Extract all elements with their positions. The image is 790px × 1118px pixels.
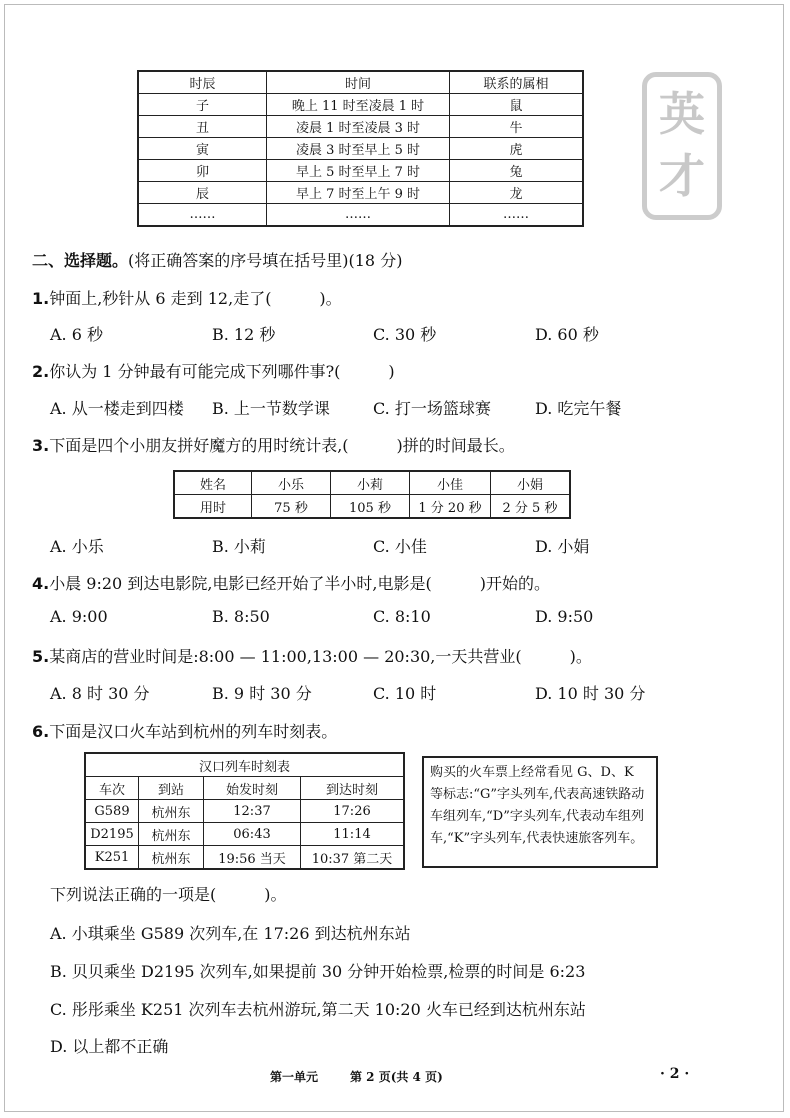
table-cell: 10:37 第二天	[301, 846, 405, 870]
table-cell: 小娟	[491, 471, 571, 495]
option-d[interactable]: D. 吃完午餐	[535, 399, 622, 418]
table-cell: 75 秒	[252, 495, 331, 519]
table-cell: G589	[85, 800, 139, 823]
table-row	[85, 823, 404, 846]
table-cell: 105 秒	[331, 495, 410, 519]
option-c[interactable]: C. 打一场篮球赛	[373, 399, 491, 418]
table-cell: 11:14	[301, 823, 405, 846]
column-header: 车次	[85, 777, 139, 800]
table-cell: 晚上 11 时至凌晨 1 时	[267, 94, 450, 116]
train-timetable	[84, 752, 405, 870]
table-row	[85, 846, 404, 870]
table-cell: ……	[138, 204, 267, 227]
section-instruction: (将正确答案的序号填在括号里)(18 分)	[128, 251, 403, 270]
option-b[interactable]: B. 12 秒	[212, 325, 276, 344]
table-cell: 凌晨 1 时至凌晨 3 时	[267, 116, 450, 138]
table-cell: 早上 7 时至上午 9 时	[267, 182, 450, 204]
table-row	[138, 116, 583, 138]
table-cell: K251	[85, 846, 139, 870]
column-header: 始发时刻	[204, 777, 301, 800]
question-number: 1.	[32, 289, 50, 308]
table-cell: D2195	[85, 823, 139, 846]
option-a[interactable]: A. 9:00	[50, 607, 108, 626]
question-number: 2.	[32, 362, 50, 381]
table-cell: 兔	[450, 160, 584, 182]
column-header: 时间	[267, 71, 450, 94]
option-a[interactable]: A. 6 秒	[50, 325, 103, 344]
option-a[interactable]: A. 小乐	[50, 537, 104, 556]
question-3	[32, 433, 515, 456]
question-6	[32, 719, 337, 742]
table-row	[138, 182, 583, 204]
page-number: · 2 ·	[660, 1066, 690, 1082]
option-d[interactable]: D. 10 时 30 分	[535, 684, 646, 703]
table-cell: 辰	[138, 182, 267, 204]
option-a[interactable]: A. 小琪乘坐 G589 次列车,在 17:26 到达杭州东站	[50, 924, 411, 943]
section-title: 二、选择题。	[32, 251, 129, 270]
q6-prompt: 下列说法正确的一项是( )。	[50, 885, 287, 904]
option-b[interactable]: B. 9 时 30 分	[212, 684, 312, 703]
option-b[interactable]: B. 小莉	[212, 537, 266, 556]
table-cell: 凌晨 3 时至早上 5 时	[267, 138, 450, 160]
question-text: 钟面上,秒针从 6 走到 12,走了( )。	[49, 289, 342, 308]
option-a[interactable]: A. 8 时 30 分	[50, 684, 150, 703]
question-number: 6.	[32, 722, 50, 741]
option-d[interactable]: D. 60 秒	[535, 325, 599, 344]
option-c[interactable]: C. 小佳	[373, 537, 427, 556]
option-c[interactable]: C. 8:10	[373, 607, 431, 626]
question-4	[32, 571, 550, 594]
table-cell: 杭州东	[139, 823, 204, 846]
table-cell: 龙	[450, 182, 584, 204]
option-c[interactable]: C. 30 秒	[373, 325, 437, 344]
option-d[interactable]: D. 以上都不正确	[50, 1037, 169, 1056]
table-row	[138, 94, 583, 116]
table-cell: 12:37	[204, 800, 301, 823]
question-text: 小晨 9:20 到达电影院,电影已经开始了半小时,电影是( )开始的。	[49, 574, 550, 593]
table-cell: 丑	[138, 116, 267, 138]
table-cell: 卯	[138, 160, 267, 182]
table-cell: 姓名	[174, 471, 252, 495]
column-header: 联系的属相	[450, 71, 584, 94]
table-header-row	[138, 71, 583, 94]
table-title-row	[85, 753, 404, 777]
table-row	[174, 495, 570, 519]
table-cell: 小莉	[331, 471, 410, 495]
table-cell: 2 分 5 秒	[491, 495, 571, 519]
table-row	[174, 471, 570, 495]
stamp-seal: 英才	[642, 72, 722, 220]
table-cell: 鼠	[450, 94, 584, 116]
table-cell: 寅	[138, 138, 267, 160]
rubik-time-table	[173, 470, 571, 519]
table-cell: 杭州东	[139, 846, 204, 870]
option-b[interactable]: B. 上一节数学课	[212, 399, 330, 418]
table-header-row	[85, 777, 404, 800]
table-row	[138, 160, 583, 182]
question-1	[32, 286, 342, 309]
table-cell: 子	[138, 94, 267, 116]
question-2	[32, 359, 395, 382]
table-cell: 用时	[174, 495, 252, 519]
footer-unit: 第一单元	[270, 1070, 319, 1084]
table-cell: ……	[267, 204, 450, 227]
table-cell: 17:26	[301, 800, 405, 823]
table-row	[138, 204, 583, 227]
table-cell: 19:56 当天	[204, 846, 301, 870]
option-b[interactable]: B. 8:50	[212, 607, 270, 626]
option-b[interactable]: B. 贝贝乘坐 D2195 次列车,如果提前 30 分钟开始检票,检票的时间是 6:23	[50, 962, 586, 981]
question-text: 你认为 1 分钟最有可能完成下列哪件事?( )	[49, 362, 395, 381]
option-c[interactable]: C. 彤彤乘坐 K251 次列车去杭州游玩,第二天 10:20 火车已经到达杭州东站	[50, 1000, 586, 1019]
question-5	[32, 644, 592, 667]
option-d[interactable]: D. 小娟	[535, 537, 590, 556]
train-ticket-note: 购买的火车票上经常看见 G、D、K 等标志:“G”字头列车,代表高速铁路动车组列车,“D”字头列车,代表动车组列车,“K”字头列车,代表快速旅客列车。	[422, 756, 658, 868]
question-number: 3.	[32, 436, 50, 455]
table-cell: ……	[450, 204, 584, 227]
table-cell: 小乐	[252, 471, 331, 495]
table-cell: 1 分 20 秒	[410, 495, 491, 519]
column-header: 到达时刻	[301, 777, 405, 800]
column-header: 到站	[139, 777, 204, 800]
table-cell: 早上 5 时至早上 7 时	[267, 160, 450, 182]
zodiac-hour-table	[137, 70, 584, 227]
column-header: 时辰	[138, 71, 267, 94]
option-a[interactable]: A. 从一楼走到四楼	[50, 399, 184, 418]
table-title: 汉口列车时刻表	[85, 753, 404, 777]
question-number: 5.	[32, 647, 50, 666]
footer-page: 第 2 页(共 4 页)	[350, 1070, 443, 1084]
question-text: 某商店的营业时间是:8:00 — 11:00,13:00 — 20:30,一天共营业( )。	[49, 647, 592, 666]
table-cell: 虎	[450, 138, 584, 160]
table-cell: 06:43	[204, 823, 301, 846]
option-d[interactable]: D. 9:50	[535, 607, 594, 626]
table-cell: 小佳	[410, 471, 491, 495]
table-cell: 牛	[450, 116, 584, 138]
question-text: 下面是四个小朋友拼好魔方的用时统计表,( )拼的时间最长。	[49, 436, 515, 455]
table-cell: 杭州东	[139, 800, 204, 823]
section-heading	[32, 248, 402, 271]
question-number: 4.	[32, 574, 50, 593]
table-row	[85, 800, 404, 823]
table-row	[138, 138, 583, 160]
question-text: 下面是汉口火车站到杭州的列车时刻表。	[49, 722, 338, 741]
option-c[interactable]: C. 10 时	[373, 684, 437, 703]
